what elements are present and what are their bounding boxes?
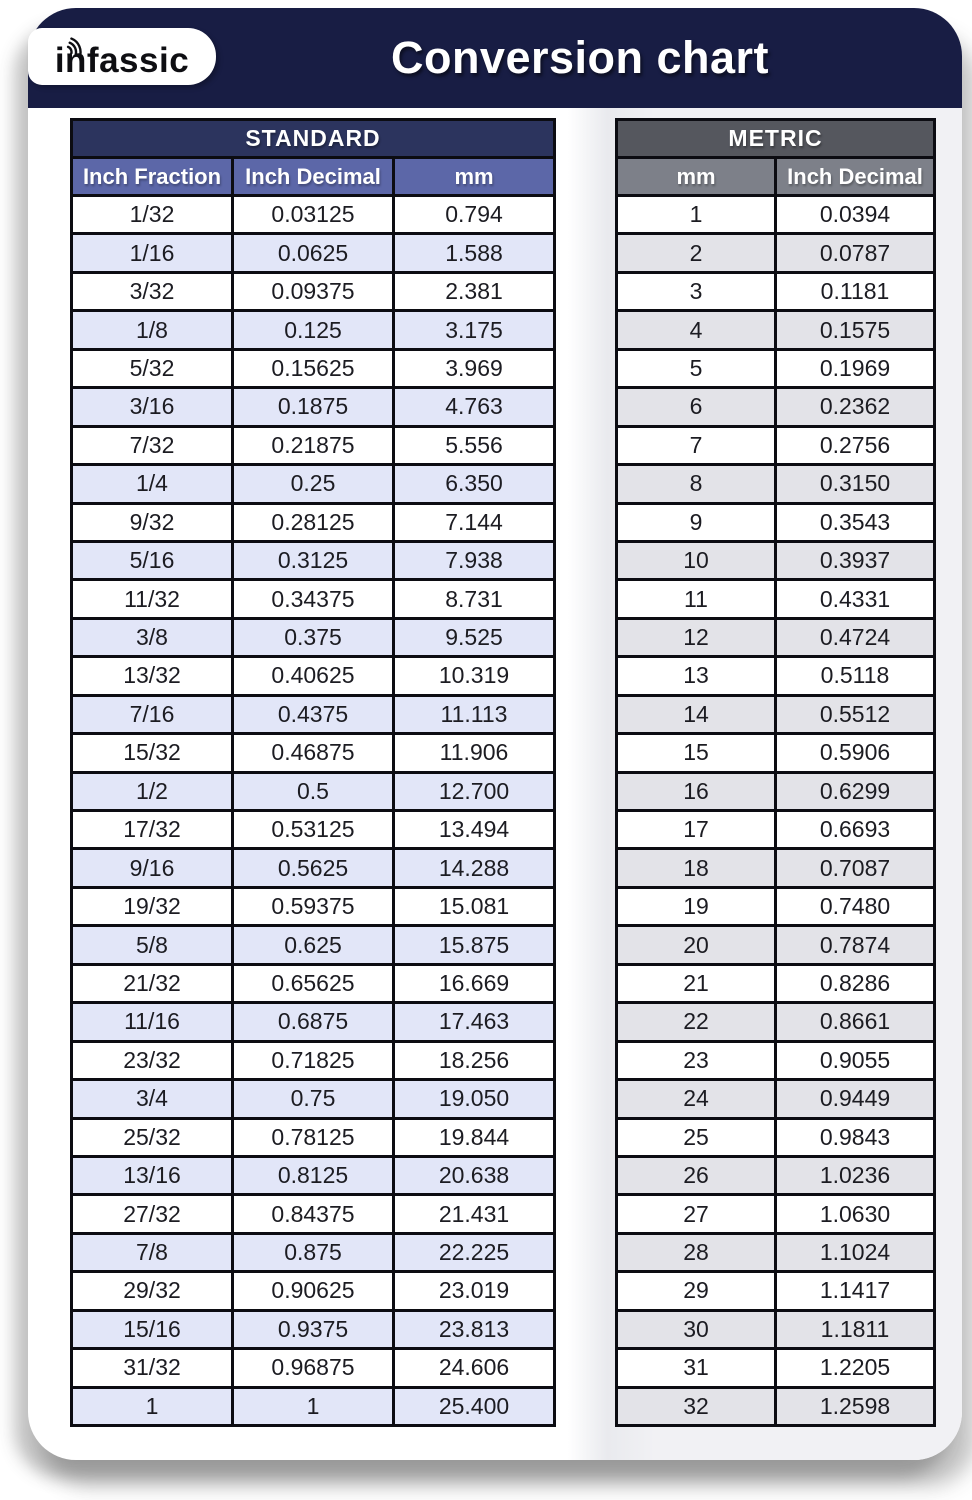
table-row [617, 1156, 935, 1194]
table-cell: 0.9055 [776, 1041, 935, 1079]
table-cell: 0.59375 [233, 887, 394, 925]
table-cell: 26 [617, 1156, 776, 1194]
table-row [72, 1272, 555, 1310]
standard-table [70, 118, 556, 1427]
metric-table-body [617, 196, 935, 1426]
standard-table-title-row [72, 120, 555, 158]
table-row [72, 1118, 555, 1156]
table-cell: 14 [617, 695, 776, 733]
table-row [617, 1349, 935, 1387]
table-row [72, 695, 555, 733]
table-row [72, 772, 555, 810]
table-cell: 19.050 [394, 1080, 555, 1118]
table-cell: 1.0630 [776, 1195, 935, 1233]
table-cell: 7/32 [72, 426, 233, 464]
table-cell: 0.40625 [233, 657, 394, 695]
table-cell: 13.494 [394, 811, 555, 849]
table-cell: 0.84375 [233, 1195, 394, 1233]
conversion-card [28, 8, 962, 1460]
table-cell: 1/8 [72, 311, 233, 349]
table-row [72, 311, 555, 349]
table-row [72, 234, 555, 272]
table-row [617, 426, 935, 464]
table-cell: 0.3125 [233, 541, 394, 579]
table-row [617, 503, 935, 541]
table-cell: 1.588 [394, 234, 555, 272]
brand-logo-text: infassic [54, 41, 190, 80]
table-cell: 7.938 [394, 541, 555, 579]
table-cell: 29 [617, 1272, 776, 1310]
table-row [72, 618, 555, 656]
table-cell: 0.1875 [233, 388, 394, 426]
table-cell: 1 [72, 1387, 233, 1425]
metric-col-inch-decimal: Inch Decimal [776, 158, 935, 196]
table-cell: 19/32 [72, 887, 233, 925]
metric-table-title: METRIC [617, 120, 935, 158]
table-cell: 0.78125 [233, 1118, 394, 1156]
table-cell: 13/16 [72, 1156, 233, 1194]
table-cell: 27 [617, 1195, 776, 1233]
table-cell: 10.319 [394, 657, 555, 695]
table-cell: 0.3543 [776, 503, 935, 541]
table-cell: 0.1181 [776, 272, 935, 310]
table-cell: 22.225 [394, 1233, 555, 1271]
table-row [617, 1310, 935, 1348]
table-cell: 24 [617, 1080, 776, 1118]
standard-table-header-row [72, 158, 555, 196]
table-cell: 11/32 [72, 580, 233, 618]
table-cell: 0.875 [233, 1233, 394, 1271]
table-cell: 0.15625 [233, 349, 394, 387]
table-cell: 0.1969 [776, 349, 935, 387]
table-cell: 21.431 [394, 1195, 555, 1233]
table-cell: 0.1575 [776, 311, 935, 349]
table-cell: 5/8 [72, 926, 233, 964]
table-row [617, 1118, 935, 1156]
table-row [617, 349, 935, 387]
standard-col-inch-decimal: Inch Decimal [233, 158, 394, 196]
table-cell: 23/32 [72, 1041, 233, 1079]
table-cell: 0.125 [233, 311, 394, 349]
app-header [28, 8, 962, 108]
table-cell: 23.019 [394, 1272, 555, 1310]
table-cell: 11.113 [394, 695, 555, 733]
table-row [72, 734, 555, 772]
table-cell: 7/16 [72, 695, 233, 733]
table-row [72, 1349, 555, 1387]
table-cell: 0.6299 [776, 772, 935, 810]
table-row [72, 887, 555, 925]
table-cell: 0.6693 [776, 811, 935, 849]
table-cell: 11/16 [72, 1003, 233, 1041]
table-cell: 29/32 [72, 1272, 233, 1310]
table-cell: 0.794 [394, 196, 555, 234]
table-cell: 0.5 [233, 772, 394, 810]
table-cell: 0.8661 [776, 1003, 935, 1041]
table-cell: 17 [617, 811, 776, 849]
table-cell: 14.288 [394, 849, 555, 887]
table-cell: 0.09375 [233, 272, 394, 310]
metric-col-mm: mm [617, 158, 776, 196]
table-row [72, 1041, 555, 1079]
table-cell: 0.4724 [776, 618, 935, 656]
table-cell: 1/4 [72, 465, 233, 503]
table-row [617, 234, 935, 272]
table-row [617, 964, 935, 1002]
table-cell: 3 [617, 272, 776, 310]
table-cell: 7 [617, 426, 776, 464]
table-cell: 25 [617, 1118, 776, 1156]
table-cell: 1.0236 [776, 1156, 935, 1194]
table-row [72, 1233, 555, 1271]
table-cell: 30 [617, 1310, 776, 1348]
table-row [72, 926, 555, 964]
table-cell: 21/32 [72, 964, 233, 1002]
table-row [72, 1387, 555, 1425]
table-row [72, 1310, 555, 1348]
table-row [72, 272, 555, 310]
table-cell: 13/32 [72, 657, 233, 695]
table-row [617, 734, 935, 772]
table-cell: 0.7874 [776, 926, 935, 964]
table-row [72, 465, 555, 503]
metric-table-title-row [617, 120, 935, 158]
table-cell: 11.906 [394, 734, 555, 772]
table-cell: 1 [233, 1387, 394, 1425]
standard-col-mm: mm [394, 158, 555, 196]
table-cell: 15 [617, 734, 776, 772]
table-row [72, 426, 555, 464]
table-cell: 0.8125 [233, 1156, 394, 1194]
table-row [72, 657, 555, 695]
table-row [617, 196, 935, 234]
table-cell: 3/8 [72, 618, 233, 656]
table-row [617, 1387, 935, 1425]
standard-table-body [72, 196, 555, 1426]
metric-table [615, 118, 936, 1427]
table-cell: 4.763 [394, 388, 555, 426]
table-row [617, 311, 935, 349]
standard-table-title: STANDARD [72, 120, 555, 158]
table-cell: 1.2205 [776, 1349, 935, 1387]
table-cell: 3/16 [72, 388, 233, 426]
table-row [72, 349, 555, 387]
table-cell: 0.9375 [233, 1310, 394, 1348]
table-cell: 1 [617, 196, 776, 234]
table-cell: 16 [617, 772, 776, 810]
brand-logo [28, 28, 216, 85]
table-cell: 3/32 [72, 272, 233, 310]
table-cell: 0.03125 [233, 196, 394, 234]
table-cell: 0.4331 [776, 580, 935, 618]
table-cell: 0.3937 [776, 541, 935, 579]
table-cell: 21 [617, 964, 776, 1002]
table-row [72, 1003, 555, 1041]
table-cell: 7.144 [394, 503, 555, 541]
table-cell: 1.1811 [776, 1310, 935, 1348]
metric-table-header-row [617, 158, 935, 196]
table-cell: 0.2756 [776, 426, 935, 464]
table-row [617, 1003, 935, 1041]
table-cell: 0.3150 [776, 465, 935, 503]
table-cell: 12 [617, 618, 776, 656]
table-row [617, 580, 935, 618]
table-cell: 0.21875 [233, 426, 394, 464]
table-row [72, 849, 555, 887]
table-cell: 27/32 [72, 1195, 233, 1233]
table-cell: 7/8 [72, 1233, 233, 1271]
table-cell: 0.9843 [776, 1118, 935, 1156]
table-cell: 5/16 [72, 541, 233, 579]
table-cell: 1.1417 [776, 1272, 935, 1310]
table-cell: 9/32 [72, 503, 233, 541]
table-cell: 0.71825 [233, 1041, 394, 1079]
table-cell: 1/16 [72, 234, 233, 272]
table-row [617, 772, 935, 810]
table-cell: 20.638 [394, 1156, 555, 1194]
table-cell: 28 [617, 1233, 776, 1271]
table-row [72, 1195, 555, 1233]
table-cell: 13 [617, 657, 776, 695]
table-cell: 0.8286 [776, 964, 935, 1002]
table-cell: 0.0394 [776, 196, 935, 234]
table-cell: 32 [617, 1387, 776, 1425]
table-row [617, 618, 935, 656]
table-cell: 19.844 [394, 1118, 555, 1156]
table-cell: 1/32 [72, 196, 233, 234]
table-cell: 22 [617, 1003, 776, 1041]
table-cell: 0.25 [233, 465, 394, 503]
table-cell: 0.65625 [233, 964, 394, 1002]
table-row [617, 541, 935, 579]
table-cell: 16.669 [394, 964, 555, 1002]
table-cell: 18 [617, 849, 776, 887]
table-row [72, 196, 555, 234]
table-cell: 24.606 [394, 1349, 555, 1387]
table-cell: 6 [617, 388, 776, 426]
table-row [72, 1080, 555, 1118]
table-cell: 17.463 [394, 1003, 555, 1041]
table-cell: 9/16 [72, 849, 233, 887]
table-cell: 0.0625 [233, 234, 394, 272]
table-cell: 0.46875 [233, 734, 394, 772]
table-cell: 5 [617, 349, 776, 387]
table-cell: 0.4375 [233, 695, 394, 733]
table-cell: 0.6875 [233, 1003, 394, 1041]
table-cell: 31 [617, 1349, 776, 1387]
table-cell: 8.731 [394, 580, 555, 618]
table-cell: 12.700 [394, 772, 555, 810]
table-cell: 0.53125 [233, 811, 394, 849]
table-cell: 15.081 [394, 887, 555, 925]
table-cell: 9.525 [394, 618, 555, 656]
table-row [72, 503, 555, 541]
table-cell: 1.2598 [776, 1387, 935, 1425]
table-row [72, 388, 555, 426]
table-row [617, 695, 935, 733]
table-row [72, 964, 555, 1002]
table-cell: 3.969 [394, 349, 555, 387]
table-cell: 15.875 [394, 926, 555, 964]
table-cell: 8 [617, 465, 776, 503]
table-cell: 18.256 [394, 1041, 555, 1079]
table-cell: 23 [617, 1041, 776, 1079]
table-cell: 0.5512 [776, 695, 935, 733]
table-cell: 0.5118 [776, 657, 935, 695]
table-cell: 6.350 [394, 465, 555, 503]
table-cell: 17/32 [72, 811, 233, 849]
table-row [72, 1156, 555, 1194]
table-row [617, 1195, 935, 1233]
table-cell: 25.400 [394, 1387, 555, 1425]
table-cell: 19 [617, 887, 776, 925]
table-cell: 1.1024 [776, 1233, 935, 1271]
table-cell: 31/32 [72, 1349, 233, 1387]
table-row [617, 1272, 935, 1310]
table-cell: 2.381 [394, 272, 555, 310]
table-cell: 15/32 [72, 734, 233, 772]
table-row [617, 388, 935, 426]
table-row [617, 657, 935, 695]
table-cell: 0.34375 [233, 580, 394, 618]
table-row [617, 811, 935, 849]
table-row [72, 811, 555, 849]
table-cell: 0.28125 [233, 503, 394, 541]
table-cell: 1/2 [72, 772, 233, 810]
table-cell: 2 [617, 234, 776, 272]
table-cell: 5/32 [72, 349, 233, 387]
table-row [617, 887, 935, 925]
table-cell: 0.90625 [233, 1272, 394, 1310]
table-cell: 9 [617, 503, 776, 541]
table-row [617, 1080, 935, 1118]
table-cell: 0.5625 [233, 849, 394, 887]
table-cell: 3/4 [72, 1080, 233, 1118]
table-cell: 11 [617, 580, 776, 618]
table-cell: 0.625 [233, 926, 394, 964]
table-row [72, 541, 555, 579]
table-row [72, 580, 555, 618]
table-cell: 4 [617, 311, 776, 349]
table-cell: 5.556 [394, 426, 555, 464]
table-row [617, 926, 935, 964]
table-cell: 3.175 [394, 311, 555, 349]
table-row [617, 1233, 935, 1271]
standard-col-inch-fraction: Inch Fraction [72, 158, 233, 196]
page-title: Conversion chart [390, 32, 770, 83]
table-row [617, 272, 935, 310]
table-cell: 0.9449 [776, 1080, 935, 1118]
table-cell: 0.0787 [776, 234, 935, 272]
table-row [617, 849, 935, 887]
table-cell: 10 [617, 541, 776, 579]
table-cell: 0.75 [233, 1080, 394, 1118]
table-cell: 0.5906 [776, 734, 935, 772]
table-cell: 0.2362 [776, 388, 935, 426]
table-cell: 20 [617, 926, 776, 964]
table-cell: 0.7480 [776, 887, 935, 925]
table-cell: 0.7087 [776, 849, 935, 887]
table-cell: 0.96875 [233, 1349, 394, 1387]
table-cell: 23.813 [394, 1310, 555, 1348]
table-cell: 0.375 [233, 618, 394, 656]
table-cell: 25/32 [72, 1118, 233, 1156]
table-row [617, 1041, 935, 1079]
table-row [617, 465, 935, 503]
table-cell: 15/16 [72, 1310, 233, 1348]
